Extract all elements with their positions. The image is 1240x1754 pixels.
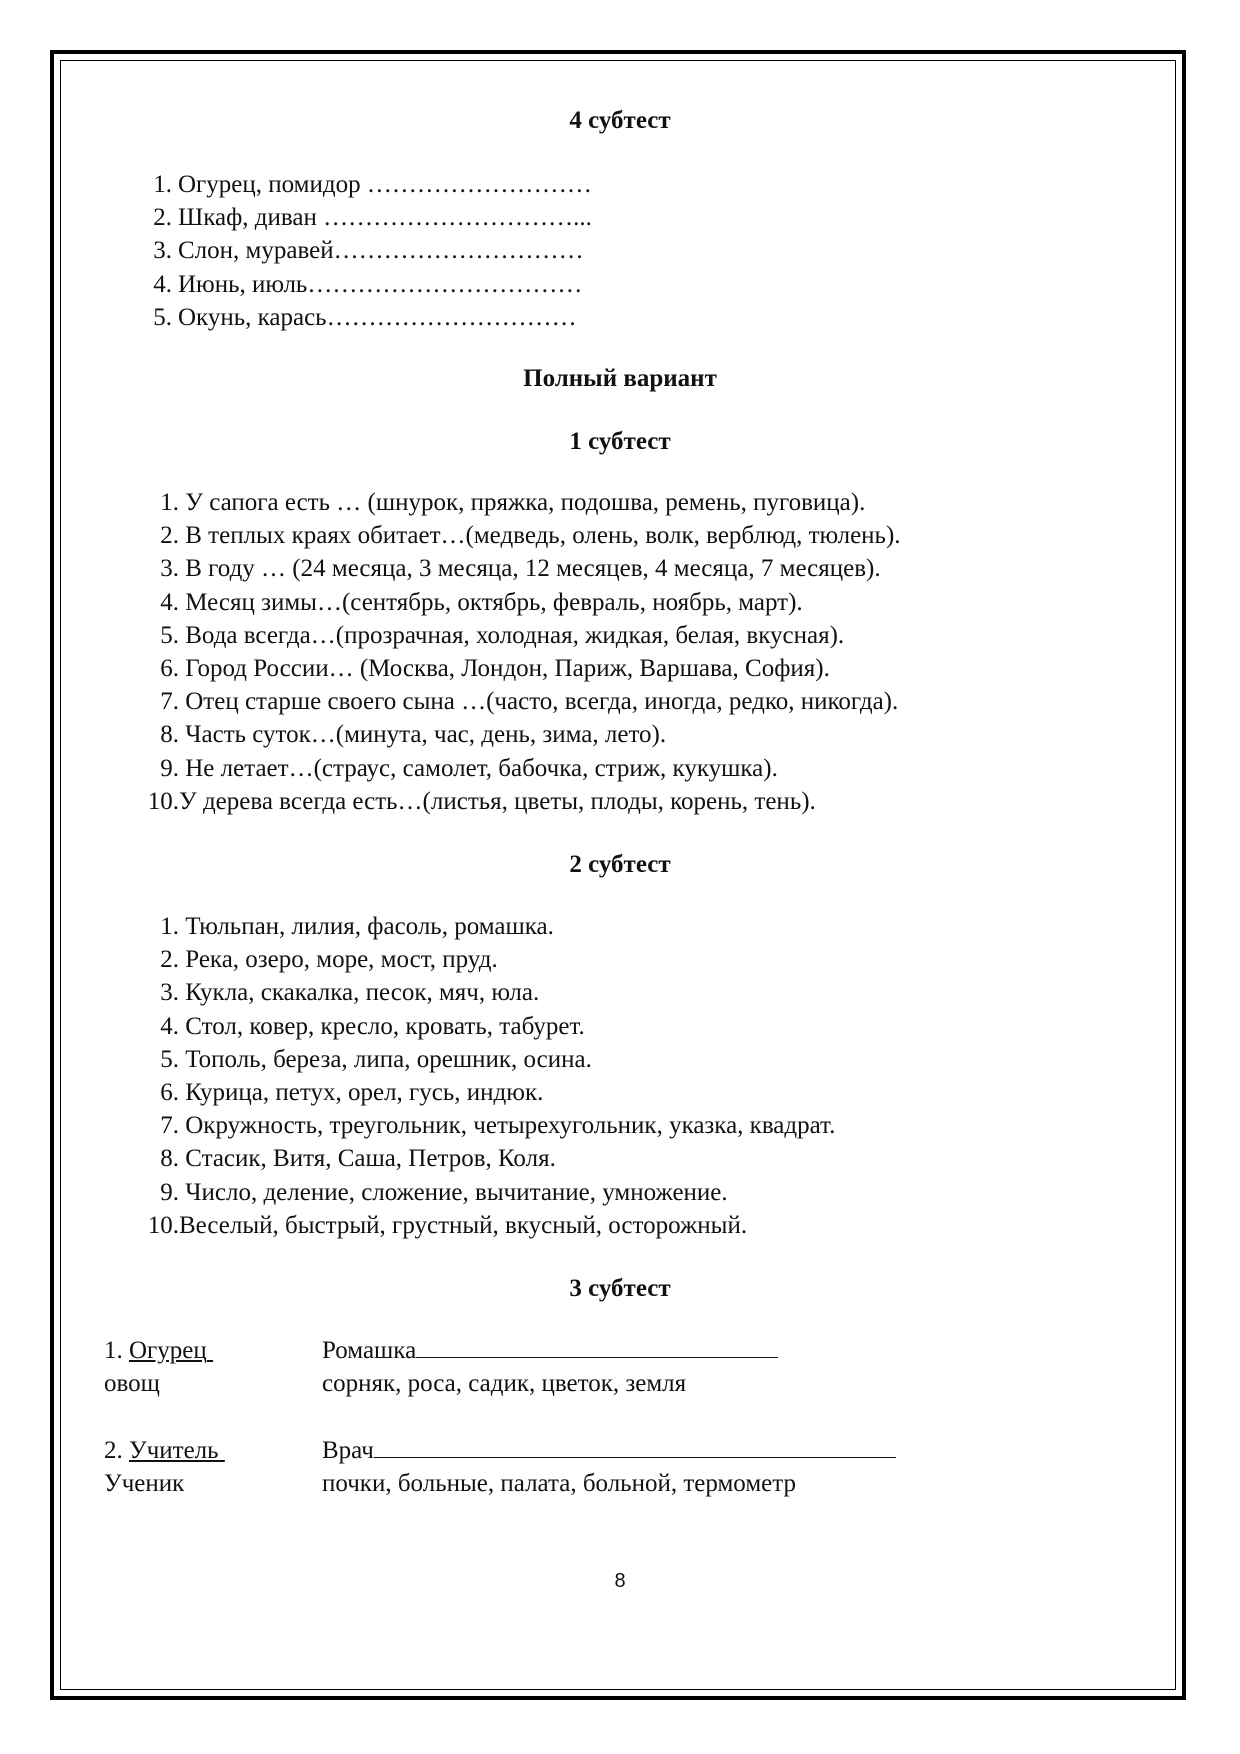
- pair1-right-word-row: [322, 1334, 778, 1367]
- subtest2-heading: 2 субтест: [569, 851, 671, 878]
- list-item: 10.У дерева всегда есть…(листья, цветы, плоды, корень, тень).: [147, 787, 816, 815]
- list-item: 4. Месяц зимы…(сентябрь, октябрь, февраль, ноябрь, март).: [160, 588, 803, 616]
- list-item: 1. У сапога есть … (шнурок, пряжка, подошва, ремень, пуговица).: [160, 489, 866, 516]
- pair2-left-word-row: [104, 1434, 225, 1467]
- list-item: 7. Отец старше своего сына …(часто, всегда, иногда, редко, никогда).: [160, 688, 899, 716]
- list-item: 5. Окунь, карась…………………………: [153, 303, 577, 331]
- subtest4-heading: 4 субтест: [569, 107, 671, 134]
- answer-line: [416, 1337, 778, 1358]
- list-item: 3. Кукла, скакалка, песок, мяч, юла.: [160, 979, 540, 1007]
- pair2-number: 2.: [104, 1437, 123, 1464]
- pair1-options: сорняк, роса, садик, цветок, земля: [322, 1370, 687, 1397]
- subtest1-list: [102, 486, 901, 818]
- list-item: 5. Тополь, береза, липа, орешник, осина.: [160, 1045, 592, 1073]
- list-item: 7. Окружность, треугольник, четырехугольник, указка, квадрат.: [160, 1112, 836, 1140]
- answer-line: [374, 1437, 896, 1458]
- list-item: 8. Часть суток…(минута, час, день, зима, лето).: [160, 721, 667, 749]
- pair1-left-word-row: [104, 1334, 213, 1367]
- list-item: 4. Стол, ковер, кресло, кровать, табурет.: [160, 1012, 585, 1040]
- full-variant-heading: Полный вариант: [523, 365, 717, 392]
- subtest2-list: [102, 910, 835, 1242]
- list-item: 3. Слон, муравей…………………………: [153, 237, 584, 265]
- list-item: 1. Тюльпан, лилия, фасоль, ромашка.: [160, 913, 554, 940]
- pair1-number: 1.: [104, 1337, 123, 1364]
- list-item: 9. Число, деление, сложение, вычитание, умножение.: [160, 1178, 728, 1206]
- list-item: 9. Не летает…(страус, самолет, бабочка, стриж, кукушка).: [160, 754, 778, 782]
- list-item: 4. Июнь, июль……………………………: [153, 270, 583, 298]
- list-item: 6. Город России… (Москва, Лондон, Париж, Варшава, София).: [160, 654, 830, 682]
- list-item: 10.Веселый, быстрый, грустный, вкусный, осторожный.: [147, 1211, 748, 1239]
- list-item: 8. Стасик, Витя, Саша, Петров, Коля.: [160, 1145, 556, 1173]
- subtest3-heading: 3 субтест: [569, 1275, 671, 1302]
- pair2-right-word: Врач: [322, 1437, 374, 1464]
- list-item: 1. Огурец, помидор ………………………: [153, 171, 592, 198]
- list-item: 5. Вода всегда…(прозрачная, холодная, жидкая, белая, вкусная).: [160, 621, 845, 649]
- list-item: 2. Река, озеро, море, мост, пруд.: [160, 946, 498, 974]
- list-item: 6. Курица, петух, орел, гусь, индюк.: [160, 1078, 544, 1106]
- page-number: 8: [614, 1570, 626, 1592]
- pair1-left-word: Огурец: [129, 1337, 207, 1364]
- pair2-options: почки, больные, палата, больной, термометр: [322, 1470, 796, 1497]
- pair2-left-answer: Ученик: [104, 1470, 185, 1497]
- pair2-right-word-row: [322, 1434, 896, 1467]
- pair2-left-word: Учитель: [129, 1437, 219, 1464]
- pair1-right-word: Ромашка: [322, 1337, 417, 1364]
- pair1-left-answer: овощ: [104, 1370, 160, 1397]
- list-item: 3. В году … (24 месяца, 3 месяца, 12 месяцев, 4 месяца, 7 месяцев).: [160, 555, 881, 583]
- list-item: 2. Шкаф, диван …………………………...: [153, 204, 592, 232]
- list-item: 2. В теплых краях обитает…(медведь, олень, волк, верблюд, тюлень).: [160, 522, 901, 550]
- subtest1-heading: 1 субтест: [569, 428, 671, 455]
- subtest4-list: [102, 168, 592, 334]
